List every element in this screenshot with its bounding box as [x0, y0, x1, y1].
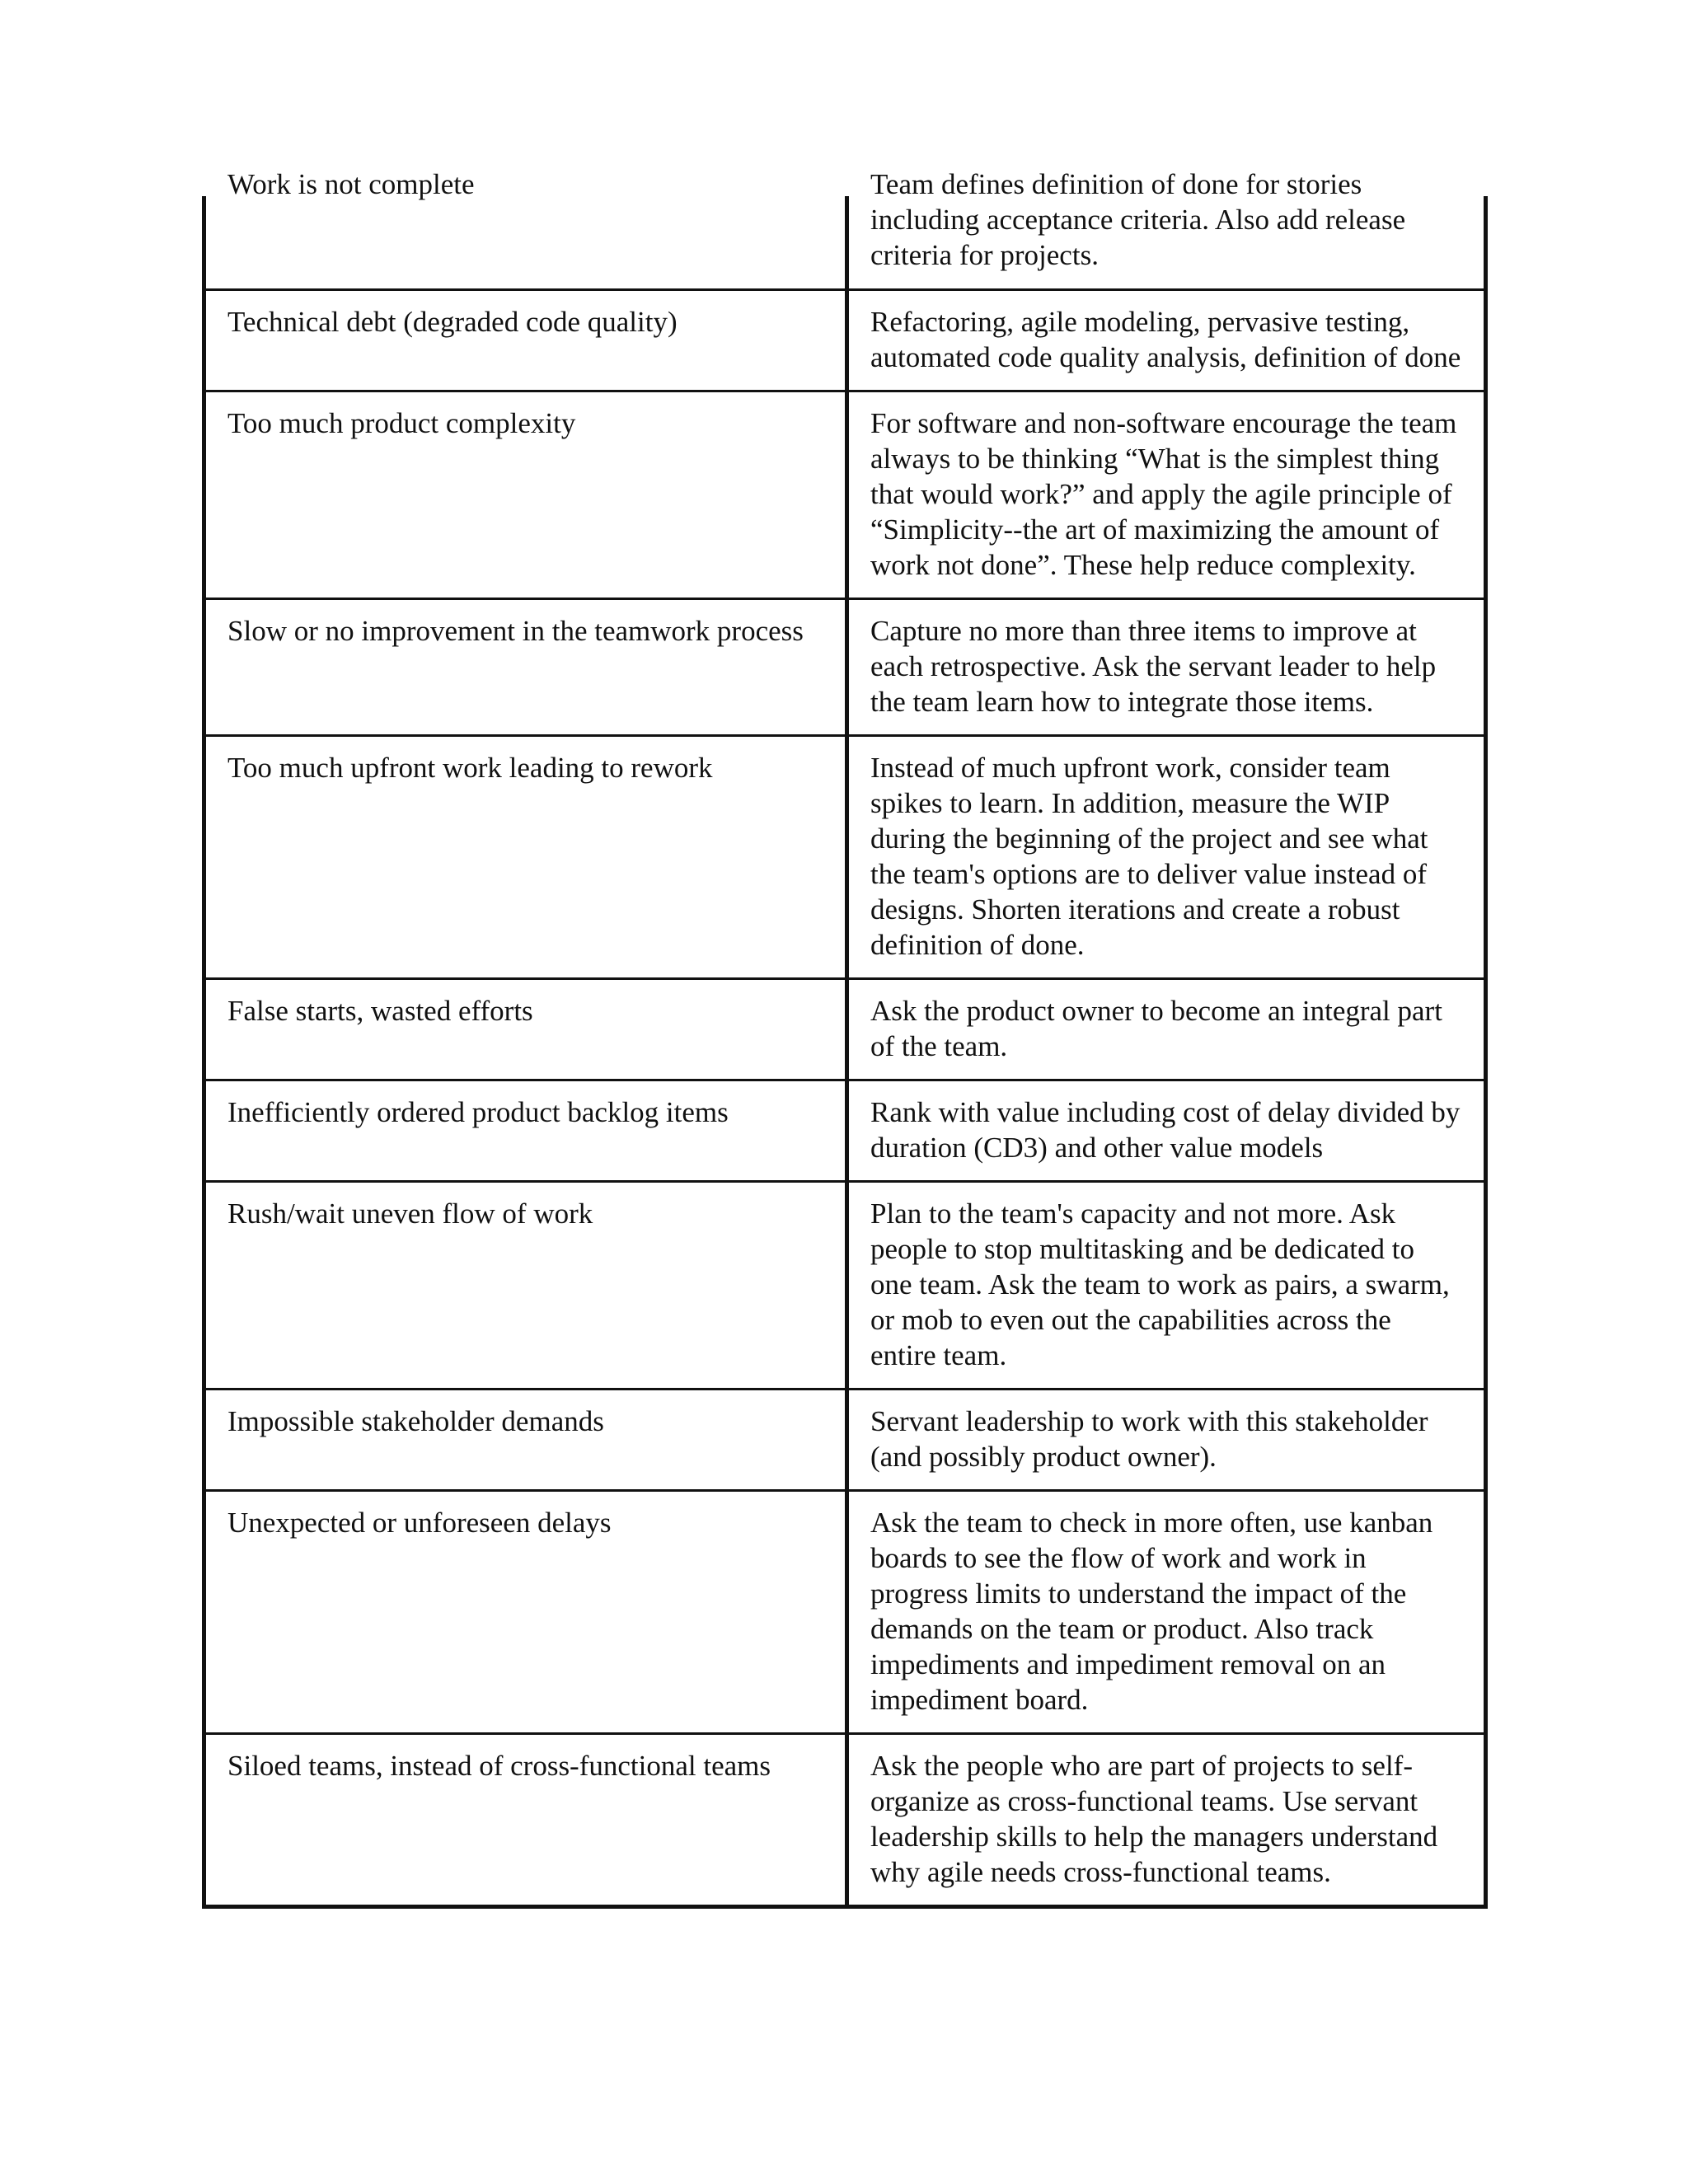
problem-cell: Siloed teams, instead of cross-functional teams: [206, 1732, 849, 1905]
table-row: [206, 1180, 1484, 1388]
solution-cell: Ask the product owner to become an integral part of the team.: [849, 977, 1484, 1079]
solution-cell: Refactoring, agile modeling, pervasive testing, automated code quality analysis, definition of done: [849, 288, 1484, 390]
problem-cell: Inefficiently ordered product backlog items: [206, 1079, 849, 1180]
table-row: [206, 1732, 1484, 1905]
solution-cell: Servant leadership to work with this stakeholder (and possibly product owner).: [849, 1388, 1484, 1489]
solution-cell: For software and non-software encourage the team always to be thinking “What is the simplest thing that would work?” and apply the agile principle of “Simplicity--the art of maximizing the amount of work not done”. These help reduce complexity.: [849, 390, 1484, 598]
problem-cell: [206, 168, 849, 288]
solution-cell: Instead of much upfront work, consider team spikes to learn. In addition, measure the WIP during the beginning of the project and see what the team's options are to deliver value instead of designs. Shorten iterations and create a robust definition of done.: [849, 734, 1484, 977]
solution-cell: Ask the team to check in more often, use kanban boards to see the flow of work and work in progress limits to understand the impact of the demands on the team or product. Also track impediments and impediment removal on an impediment board.: [849, 1489, 1484, 1732]
solution-text: Team defines definition of done for stories including acceptance criteria. Also add release criteria for projects.: [870, 168, 1406, 271]
problem-cell: Too much upfront work leading to rework: [206, 734, 849, 977]
table-row: [206, 288, 1484, 390]
table-row: [206, 977, 1484, 1079]
table-row: [206, 390, 1484, 598]
problem-cell: Technical debt (degraded code quality): [206, 288, 849, 390]
problem-cell: Impossible stakeholder demands: [206, 1388, 849, 1489]
solution-cell: [849, 168, 1484, 288]
table-row: [206, 734, 1484, 977]
table-row: [206, 1489, 1484, 1732]
problem-cell: False starts, wasted efforts: [206, 977, 849, 1079]
problem-text: Work is not complete: [227, 168, 475, 200]
solution-cell: Capture no more than three items to improve at each retrospective. Ask the servant leader to help the team learn how to integrate those items.: [849, 598, 1484, 734]
table-row: [206, 1388, 1484, 1489]
problem-cell: Slow or no improvement in the teamwork process: [206, 598, 849, 734]
solution-cell: Rank with value including cost of delay divided by duration (CD3) and other value models: [849, 1079, 1484, 1180]
solution-cell: Ask the people who are part of projects to self-organize as cross-functional teams. Use servant leadership skills to help the managers understand why agile needs cross-functional teams.: [849, 1732, 1484, 1905]
table-row: [206, 168, 1484, 288]
problem-solution-table: [202, 168, 1488, 1909]
table-row: [206, 598, 1484, 734]
table-row: [206, 1079, 1484, 1180]
problem-cell: Unexpected or unforeseen delays: [206, 1489, 849, 1732]
solution-cell: Plan to the team's capacity and not more. Ask people to stop multitasking and be dedicated to one team. Ask the team to work as pairs, a swarm, or mob to even out the capabilities across the entire team.: [849, 1180, 1484, 1388]
problem-cell: Too much product complexity: [206, 390, 849, 598]
problem-cell: Rush/wait uneven flow of work: [206, 1180, 849, 1388]
